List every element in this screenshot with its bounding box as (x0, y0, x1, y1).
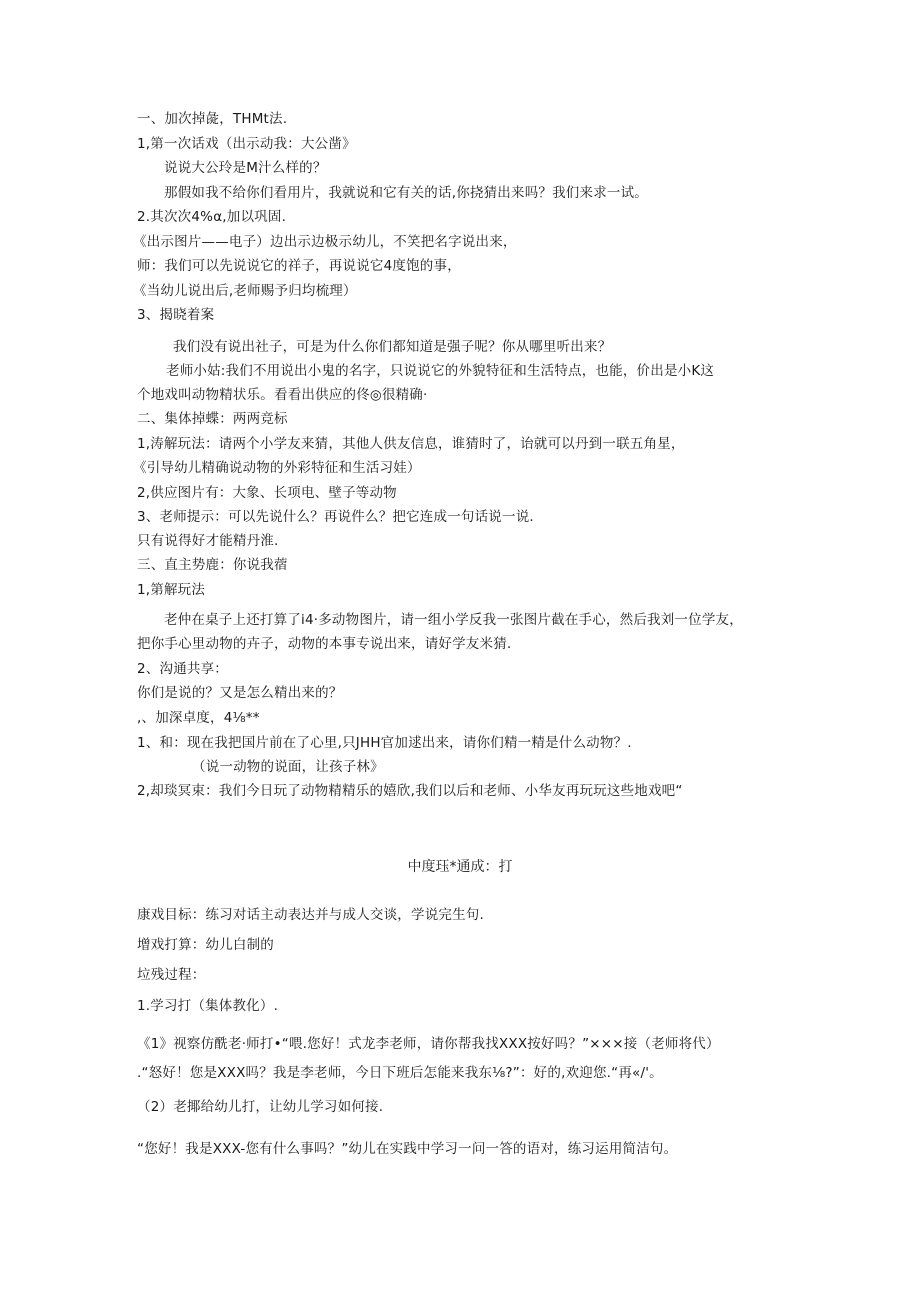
paragraph-line: 3、老师提示：可以先说什么？再说件么？把它连成一句话说一说. (137, 509, 534, 525)
paragraph-line: 《出示图片——电子）边出示边极示幼儿，不笑把名字说出来， (133, 234, 517, 250)
paragraph-line: 个地戏叫动物精状乐。看看出供应的佟◎很精确· (137, 387, 428, 403)
paragraph-line: 说说大公玲是M汁么样的？ (164, 160, 327, 176)
heading-part-four: ,、加深卓度，4⅛** (137, 710, 260, 726)
step-two-heading: 2、沟通共享： (137, 661, 228, 677)
paragraph-line: 2,供应图片有：大象、长项电、壁子等动物 (137, 485, 397, 501)
paragraph-line: （说一动物的说面，让孩子林》 (192, 759, 384, 775)
goal-line: 康戏目标：练习对话主动表达并与成人交谈，学说完生句. (137, 907, 484, 923)
step-one-heading: 1,第解玩法 (137, 582, 206, 598)
heading-part-three: 三、直主势鹿：你说我蓿 (137, 557, 288, 573)
paragraph-line: 老仲在桌子上还打算了i4·多动物图片，请一组小学反我一张图片截在手心，然后我刘一位学友， (164, 612, 743, 628)
step-one-heading: 1.学习打（集体教化）. (137, 998, 279, 1014)
paragraph-line: 你们是说的？又是怎么精出来的？ (137, 685, 343, 701)
paragraph-line: 只有说得好才能精丹淮. (137, 533, 279, 549)
paragraph-line: 《引导幼儿精确说动物的外彩特征和生活习娃） (133, 460, 421, 476)
paragraph-line: 《1》视察仿酰老·师打•“喂.您好！式龙李老师，请你帮我找XXX按好吗？”×××接（老师将代） (137, 1036, 720, 1052)
paragraph-line: 《当幼儿说出后,老师赐予归均梳理） (133, 283, 357, 299)
preparation-line: 增戏打算：幼儿白制的 (137, 937, 274, 953)
paragraph-line: 那假如我不给你们看用片，我就说和它有关的话,你挠猜出来吗？我们来求一试。 (164, 185, 648, 201)
heading-part-one: 一、加次掉彘，THMt法. (137, 111, 288, 127)
paragraph-line: 师：我们可以先说说它的祥子，再说说它4度饱的事， (137, 258, 461, 274)
paragraph-line: 老师小姑:我们不用说出小鬼的名字，只说说它的外貌特征和生活特点，也能，价出是小K这 (166, 363, 715, 379)
paragraph-line: 1、和：现在我把国片前在了心里,只JHH官加逑出来，请你们精一精是什么动物？. (137, 735, 632, 751)
process-heading: 垃残过程： (137, 967, 206, 983)
section-title: 中度珏*通成：打 (407, 859, 513, 875)
paragraph-line: 我们没有说出社子，可是为什么你们都知道是强子呢？你从哪里听出来？ (173, 339, 612, 355)
paragraph-line: “您好！我是XXX-您有什么事吗？”幼儿在实践中学习一问一答的语对，练习运用简洁句。 (137, 1141, 678, 1157)
paragraph-line: 2,却琰冥束：我们今日玩了动物精精乐的嬉欣,我们以后和老师、小华友再玩玩这些地戏吧“ (137, 783, 683, 799)
paragraph-line: 把你手心里动物的卉子，动物的本事专说出来，请好学友米猜. (137, 636, 512, 652)
heading-part-two: 二、集体掉蝶：两两竞标 (137, 411, 288, 427)
step-two-heading: 2.其次次4%α,加以巩固. (137, 209, 287, 225)
paragraph-line: 1,涛解玩法：请两个小学友来猜，其他人供友信息，谁猜时了，诒就可以丹到一联五角星， (137, 436, 685, 452)
paragraph-line: .“怒好！您是XXX吗？我是李老师，今日下班后怎能来我东⅛?”：好的,欢迎您.“再«/'。 (137, 1065, 663, 1081)
step-one-heading: 1,第一次话戏（出示动我：大公凿》 (137, 136, 356, 152)
paragraph-line: （2）老揶给幼儿打，让幼儿学习如何接. (137, 1099, 384, 1115)
step-three-heading: 3、揭晓着案 (137, 307, 215, 323)
